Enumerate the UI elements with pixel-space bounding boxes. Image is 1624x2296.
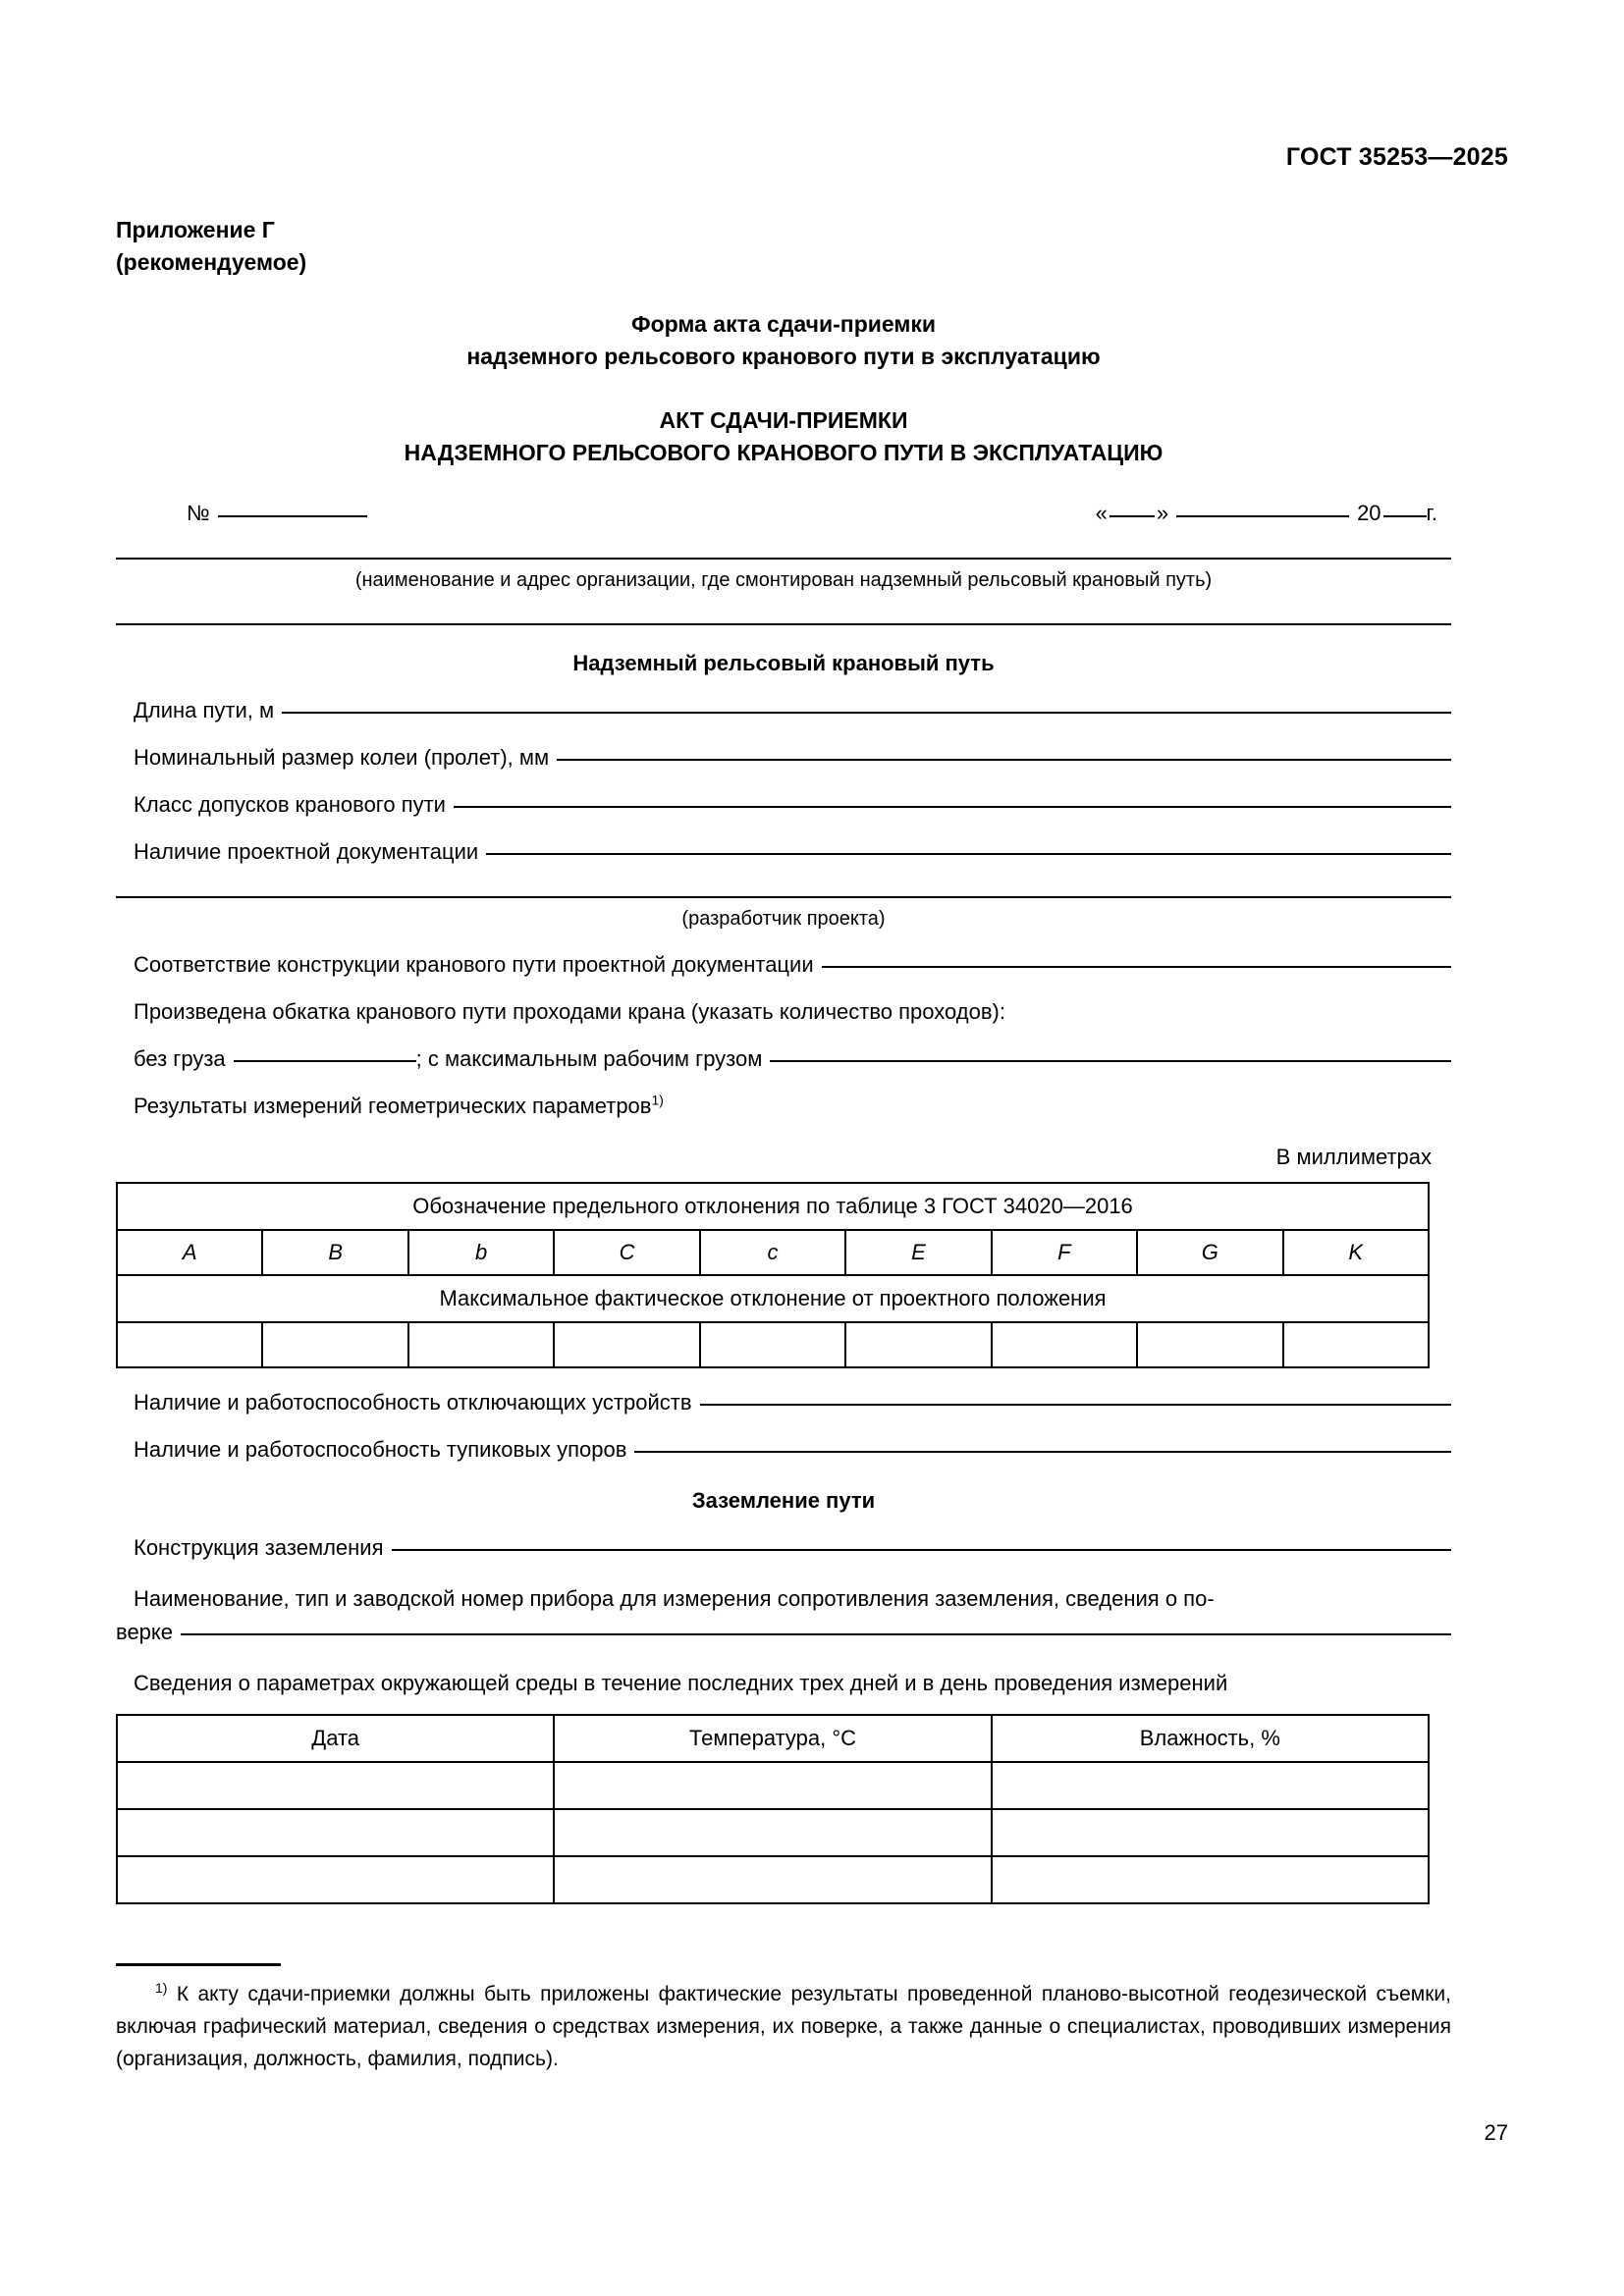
field-label: Наличие проектной документации bbox=[134, 839, 479, 864]
table-cell-letter: K bbox=[1283, 1230, 1430, 1275]
field-nominal-gauge[interactable] bbox=[116, 745, 1451, 771]
field-fill-line[interactable] bbox=[634, 1451, 1451, 1453]
page-number: 27 bbox=[1484, 2120, 1508, 2145]
form-title-line1: Форма акта сдачи-приемки bbox=[630, 311, 937, 337]
table-cell-letter: F bbox=[992, 1230, 1137, 1275]
field-fill-line[interactable] bbox=[454, 806, 1451, 808]
section-heading-grounding: Заземление пути bbox=[691, 1488, 876, 1513]
table-cell-letter: C bbox=[554, 1230, 699, 1275]
tolerance-table-subheader: Максимальное фактическое отклонение от проектного положения bbox=[117, 1275, 1429, 1322]
env-header-date: Дата bbox=[117, 1715, 554, 1762]
year-prefix: 20 bbox=[1357, 501, 1381, 525]
developer-fill-line[interactable] bbox=[116, 896, 1451, 898]
year-suffix: г. bbox=[1426, 501, 1437, 525]
field-label: Номинальный размер колеи (пролет), мм bbox=[134, 745, 550, 770]
field-label: Конструкция заземления bbox=[134, 1535, 384, 1560]
table-cell-letter: E bbox=[845, 1230, 991, 1275]
act-title-line2: НАДЗЕМНОГО РЕЛЬСОВОГО КРАНОВОГО ПУТИ В ЭКСПЛУАТАЦИЮ bbox=[404, 440, 1164, 465]
field-buffer-stops[interactable] bbox=[116, 1437, 1451, 1463]
year-fill-line[interactable] bbox=[1383, 515, 1427, 517]
document-content bbox=[116, 214, 1451, 1904]
environment-text: Сведения о параметрах окружающей среды в течение последних трех дней и в день проведения измерений bbox=[134, 1671, 1228, 1695]
table-row bbox=[117, 1762, 1429, 1809]
table-cell-letter: G bbox=[1137, 1230, 1282, 1275]
quote-open: « bbox=[1095, 501, 1108, 525]
env-cell-humidity[interactable] bbox=[992, 1762, 1429, 1809]
table-row bbox=[117, 1715, 1429, 1762]
field-label: Наличие и работоспособность тупиковых упоров bbox=[134, 1437, 627, 1462]
table-row bbox=[117, 1809, 1429, 1856]
env-cell-temperature[interactable] bbox=[554, 1809, 991, 1856]
field-fill-line[interactable] bbox=[700, 1404, 1451, 1406]
run-in-text: Произведена обкатка кранового пути проходами крана (указать количество проходов): bbox=[134, 999, 1005, 1024]
table-row bbox=[117, 1230, 1429, 1275]
environment-table bbox=[116, 1714, 1430, 1904]
units-note: В миллиметрах bbox=[1275, 1145, 1432, 1169]
env-cell-date[interactable] bbox=[117, 1809, 554, 1856]
env-cell-temperature[interactable] bbox=[554, 1762, 991, 1809]
field-label: верке bbox=[116, 1620, 174, 1644]
table-row bbox=[117, 1275, 1429, 1322]
field-instrument-verification[interactable] bbox=[116, 1620, 1451, 1645]
footnote-block bbox=[116, 1963, 1451, 2075]
max-load-fill-line[interactable] bbox=[770, 1060, 1451, 1062]
field-label: Класс допусков кранового пути bbox=[134, 792, 446, 817]
organization-fill-line[interactable] bbox=[116, 558, 1451, 560]
document-number-field[interactable] bbox=[187, 501, 367, 526]
env-cell-date[interactable] bbox=[117, 1856, 554, 1903]
env-header-temperature: Температура, °C bbox=[554, 1715, 991, 1762]
form-title-block bbox=[116, 308, 1451, 373]
field-label: Соответствие конструкции кранового пути проектной документации bbox=[134, 952, 814, 977]
footnote-content bbox=[116, 1978, 1451, 2075]
table-row bbox=[117, 1183, 1429, 1230]
field-design-documentation[interactable] bbox=[116, 839, 1451, 865]
table-cell-value[interactable] bbox=[554, 1322, 699, 1367]
no-load-label: без груза bbox=[134, 1046, 226, 1071]
appendix-status: (рекомендуемое) bbox=[116, 249, 307, 275]
table-cell-letter: c bbox=[700, 1230, 845, 1275]
number-and-date-row bbox=[116, 501, 1451, 534]
month-fill-line[interactable] bbox=[1176, 515, 1349, 517]
field-track-length[interactable] bbox=[116, 698, 1451, 723]
instrument-text-line1: Наименование, тип и заводской номер прибора для измерения сопротивления заземления, сведения о по- bbox=[134, 1586, 1215, 1611]
env-cell-date[interactable] bbox=[117, 1762, 554, 1809]
field-fill-line[interactable] bbox=[392, 1549, 1451, 1551]
measurement-results-label: Результаты измерений геометрических параметров bbox=[134, 1094, 652, 1118]
number-label: № bbox=[187, 501, 210, 525]
footnote-text: К акту сдачи-приемки должны быть приложены фактические результаты проведенной планово-высотной геодезической съемки, включая графический материал, сведения о средствах измерения, их поверке, а также данные о специалистах, проводивших измерения (организация, должность, фамилия, подпись). bbox=[116, 1983, 1451, 2070]
table-cell-value[interactable] bbox=[117, 1322, 262, 1367]
table-cell-value[interactable] bbox=[845, 1322, 991, 1367]
section-heading-track: Надземный рельсовый крановый путь bbox=[572, 651, 995, 675]
footnote-marker: 1) bbox=[155, 1980, 168, 1996]
field-tolerance-class[interactable] bbox=[116, 792, 1451, 818]
field-fill-line[interactable] bbox=[822, 966, 1451, 968]
table-cell-letter: B bbox=[262, 1230, 407, 1275]
field-label: Длина пути, м bbox=[134, 698, 275, 722]
appendix-title-block bbox=[116, 214, 1451, 279]
field-conformity[interactable] bbox=[116, 952, 1451, 978]
organization-fill-line-2[interactable] bbox=[116, 623, 1451, 625]
developer-caption: (разработчик проекта) bbox=[681, 908, 886, 930]
field-label: Наличие и работоспособность отключающих устройств bbox=[134, 1390, 692, 1415]
field-cutoff-devices[interactable] bbox=[116, 1390, 1451, 1415]
field-grounding-construction[interactable] bbox=[116, 1535, 1451, 1561]
table-cell-value[interactable] bbox=[1137, 1322, 1282, 1367]
table-cell-value[interactable] bbox=[700, 1322, 845, 1367]
quote-close: » bbox=[1156, 501, 1169, 525]
env-cell-temperature[interactable] bbox=[554, 1856, 991, 1903]
organization-caption: (наименование и адрес организации, где смонтирован надземный рельсовый крановый путь) bbox=[354, 569, 1213, 591]
table-cell-value[interactable] bbox=[408, 1322, 554, 1367]
standard-number-header: ГОСТ 35253—2025 bbox=[1285, 143, 1508, 171]
table-cell-letter: b bbox=[408, 1230, 554, 1275]
field-fill-line[interactable] bbox=[282, 712, 1451, 714]
max-load-label: ; с максимальным рабочим грузом bbox=[415, 1046, 763, 1071]
table-cell-letter: A bbox=[117, 1230, 262, 1275]
footnote-marker-inline: 1) bbox=[651, 1092, 664, 1108]
appendix-label: Приложение Г bbox=[116, 217, 275, 242]
field-run-in-passes[interactable] bbox=[116, 1046, 1451, 1072]
measurement-results-text bbox=[116, 1094, 1451, 1119]
number-fill-line[interactable] bbox=[218, 515, 367, 517]
table-cell-value[interactable] bbox=[992, 1322, 1137, 1367]
field-fill-line[interactable] bbox=[486, 853, 1451, 855]
field-fill-line[interactable] bbox=[181, 1633, 1451, 1635]
tolerance-table bbox=[116, 1182, 1430, 1368]
env-header-humidity: Влажность, % bbox=[992, 1715, 1429, 1762]
table-row bbox=[117, 1322, 1429, 1367]
day-fill-line[interactable] bbox=[1110, 515, 1155, 517]
table-cell-value[interactable] bbox=[1283, 1322, 1430, 1367]
form-title-line2: надземного рельсового кранового пути в эксплуатацию bbox=[466, 344, 1101, 369]
tolerance-table-header: Обозначение предельного отклонения по таблице 3 ГОСТ 34020—2016 bbox=[117, 1183, 1429, 1230]
no-load-fill-line[interactable] bbox=[234, 1060, 416, 1062]
act-title-line1: АКТ СДАЧИ-ПРИЕМКИ bbox=[659, 407, 908, 433]
document-date-field[interactable] bbox=[1096, 501, 1437, 526]
env-cell-humidity[interactable] bbox=[992, 1856, 1429, 1903]
footnote-separator bbox=[116, 1963, 281, 1966]
env-cell-humidity[interactable] bbox=[992, 1809, 1429, 1856]
field-fill-line[interactable] bbox=[557, 759, 1451, 761]
table-cell-value[interactable] bbox=[262, 1322, 407, 1367]
act-title-block bbox=[116, 404, 1451, 469]
table-row bbox=[117, 1856, 1429, 1903]
